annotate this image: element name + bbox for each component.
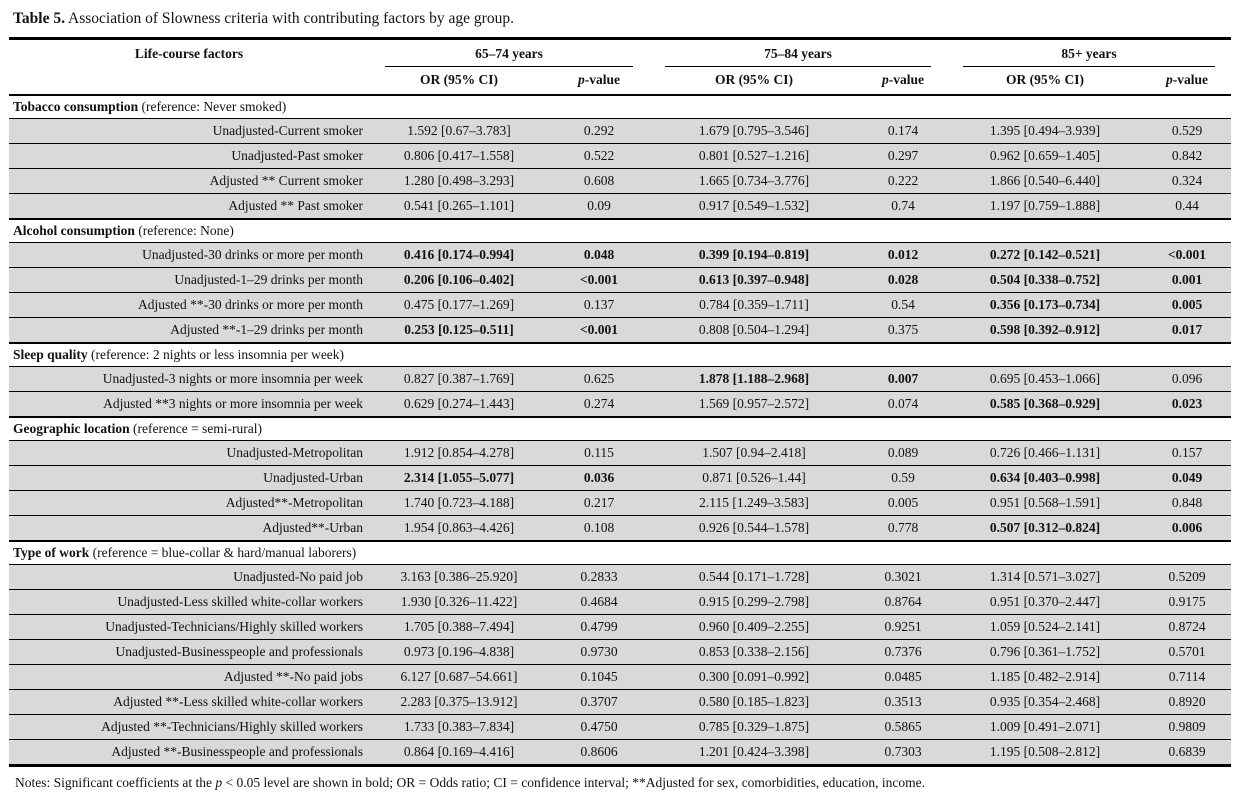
p-value-cell: 0.157 — [1143, 441, 1231, 466]
row-label: Unadjusted-No paid job — [9, 565, 369, 590]
or-cell: 0.784 [0.359–1.711] — [649, 293, 859, 318]
age-group-header-row — [9, 39, 1231, 68]
or-cell: 0.504 [0.338–0.752] — [947, 268, 1143, 293]
or-cell: 2.115 [1.249–3.583] — [649, 491, 859, 516]
p-value-cell: 0.6839 — [1143, 740, 1231, 766]
section-name: Alcohol consumption — [13, 223, 135, 238]
or-cell: 0.962 [0.659–1.405] — [947, 144, 1143, 169]
p-value-cell: 0.608 — [549, 169, 649, 194]
p-value-cell: 0.9809 — [1143, 715, 1231, 740]
p-value-cell: 0.9730 — [549, 640, 649, 665]
results-table — [9, 37, 1231, 767]
p-value-cell: 0.529 — [1143, 119, 1231, 144]
or-cell: 0.416 [0.174–0.994] — [369, 243, 549, 268]
row-label: Adjusted ** Past smoker — [9, 194, 369, 220]
table-row — [9, 715, 1231, 740]
p-value-cell: 0.274 — [549, 392, 649, 418]
p-value-cell: 0.096 — [1143, 367, 1231, 392]
p-value-cell: 0.089 — [859, 441, 947, 466]
or-cell: 0.300 [0.091–0.992] — [649, 665, 859, 690]
row-label: Unadjusted-Past smoker — [9, 144, 369, 169]
p-value-cell: 0.3513 — [859, 690, 947, 715]
p-value-cell: <0.001 — [549, 318, 649, 344]
or-cell: 1.665 [0.734–3.776] — [649, 169, 859, 194]
or-cell: 0.915 [0.299–2.798] — [649, 590, 859, 615]
p-value-cell: 0.74 — [859, 194, 947, 220]
or-cell: 2.314 [1.055–5.077] — [369, 466, 549, 491]
row-label: Unadjusted-3 nights or more insomnia per week — [9, 367, 369, 392]
p-value-cell: <0.001 — [1143, 243, 1231, 268]
p-value-cell: 0.5865 — [859, 715, 947, 740]
or-cell: 1.507 [0.94–2.418] — [649, 441, 859, 466]
table-row — [9, 740, 1231, 766]
or-cell: 0.951 [0.370–2.447] — [947, 590, 1143, 615]
table-row — [9, 590, 1231, 615]
row-label: Adjusted **3 nights or more insomnia per week — [9, 392, 369, 418]
section-reference: (reference: None) — [134, 223, 234, 238]
table-notes: Notes: Significant coefficients at the p < 0.05 level are shown in bold; OR = Odds ratio; CI = confidence interval; **Adjusted for sex, comorbidities, education, income. — [15, 775, 926, 790]
p-value-cell: 0.007 — [859, 367, 947, 392]
row-label: Unadjusted-30 drinks or more per month — [9, 243, 369, 268]
row-label: Adjusted **-No paid jobs — [9, 665, 369, 690]
or-cell: 0.926 [0.544–1.578] — [649, 516, 859, 542]
table-row — [9, 466, 1231, 491]
or-cell: 0.871 [0.526–1.44] — [649, 466, 859, 491]
or-cell: 0.935 [0.354–2.468] — [947, 690, 1143, 715]
section-header-row — [9, 541, 1231, 565]
or-cell: 0.917 [0.549–1.532] — [649, 194, 859, 220]
p-value-cell: 0.842 — [1143, 144, 1231, 169]
p-value-cell: 0.44 — [1143, 194, 1231, 220]
row-label: Unadjusted-Businesspeople and professionals — [9, 640, 369, 665]
table-head — [9, 39, 1231, 96]
section-reference: (reference = semi-rural) — [129, 421, 263, 436]
table-caption: Association of Slowness criteria with contributing factors by age group. — [68, 10, 514, 27]
or-cell: 1.314 [0.571–3.027] — [947, 565, 1143, 590]
table-row — [9, 293, 1231, 318]
table-number: Table 5. — [13, 10, 65, 27]
section-title — [9, 343, 1231, 367]
p-value-cell: 0.09 — [549, 194, 649, 220]
column-header-age-85plus: 85+ years — [947, 39, 1231, 68]
column-header-pvalue-1: p-value — [578, 72, 620, 87]
section-title — [9, 541, 1231, 565]
section-reference: (reference: Never smoked) — [138, 99, 287, 114]
row-label: Adjusted **-Technicians/Highly skilled workers — [9, 715, 369, 740]
or-cell: 0.585 [0.368–0.929] — [947, 392, 1143, 418]
p-value-cell: 0.028 — [859, 268, 947, 293]
p-value-cell: 0.7376 — [859, 640, 947, 665]
p-value-cell: 0.7114 — [1143, 665, 1231, 690]
table-row — [9, 615, 1231, 640]
p-value-cell: 0.848 — [1143, 491, 1231, 516]
p-value-cell: 0.297 — [859, 144, 947, 169]
p-symbol: p — [215, 775, 223, 790]
p-value-cell: 0.292 — [549, 119, 649, 144]
or-cell: 3.163 [0.386–25.920] — [369, 565, 549, 590]
p-value-cell: 0.7303 — [859, 740, 947, 766]
p-value-cell: 0.778 — [859, 516, 947, 542]
p-value-cell: 0.005 — [859, 491, 947, 516]
p-value-cell: 0.023 — [1143, 392, 1231, 418]
or-cell: 0.598 [0.392–0.912] — [947, 318, 1143, 344]
p-value-cell: 0.59 — [859, 466, 947, 491]
or-cell: 0.206 [0.106–0.402] — [369, 268, 549, 293]
or-cell: 0.853 [0.338–2.156] — [649, 640, 859, 665]
table-row — [9, 318, 1231, 344]
section-name: Tobacco consumption — [13, 99, 139, 114]
or-cell: 1.740 [0.723–4.188] — [369, 491, 549, 516]
p-value-cell: 0.217 — [549, 491, 649, 516]
p-value-cell: 0.1045 — [549, 665, 649, 690]
p-value-cell: 0.074 — [859, 392, 947, 418]
p-value-cell: 0.3021 — [859, 565, 947, 590]
table-row — [9, 441, 1231, 466]
p-value-cell: 0.8920 — [1143, 690, 1231, 715]
or-cell: 1.592 [0.67–3.783] — [369, 119, 549, 144]
table-row — [9, 565, 1231, 590]
p-value-cell: 0.005 — [1143, 293, 1231, 318]
section-name: Type of work — [13, 545, 90, 560]
column-header-pvalue-3: p-value — [1166, 72, 1208, 87]
section-title — [9, 95, 1231, 119]
section-header-row — [9, 343, 1231, 367]
or-cell: 1.059 [0.524–2.141] — [947, 615, 1143, 640]
section-header-row — [9, 417, 1231, 441]
table-row — [9, 640, 1231, 665]
column-header-or-1: OR (95% CI) — [420, 72, 498, 87]
table-row — [9, 392, 1231, 418]
p-value-cell: 0.001 — [1143, 268, 1231, 293]
or-cell: 0.785 [0.329–1.875] — [649, 715, 859, 740]
or-cell: 1.009 [0.491–2.071] — [947, 715, 1143, 740]
column-header-or-3: OR (95% CI) — [1006, 72, 1084, 87]
row-label: Adjusted **-30 drinks or more per month — [9, 293, 369, 318]
or-cell: 0.864 [0.169–4.416] — [369, 740, 549, 766]
column-header-age-65-74: 65–74 years — [369, 39, 649, 68]
or-cell: 0.253 [0.125–0.511] — [369, 318, 549, 344]
or-cell: 0.544 [0.171–1.728] — [649, 565, 859, 590]
table-row — [9, 194, 1231, 220]
section-reference: (reference = blue-collar & hard/manual laborers) — [89, 545, 357, 560]
section-name: Sleep quality — [13, 347, 88, 362]
or-cell: 0.613 [0.397–0.948] — [649, 268, 859, 293]
or-cell: 0.541 [0.265–1.101] — [369, 194, 549, 220]
column-header-factors: Life-course factors — [134, 46, 244, 61]
row-label: Unadjusted-Metropolitan — [9, 441, 369, 466]
or-cell: 1.195 [0.508–2.812] — [947, 740, 1143, 766]
p-value-cell: 0.8724 — [1143, 615, 1231, 640]
column-header-pvalue-2: p-value — [882, 72, 924, 87]
p-value-cell: 0.048 — [549, 243, 649, 268]
row-label: Adjusted**-Urban — [9, 516, 369, 542]
or-cell: 0.507 [0.312–0.824] — [947, 516, 1143, 542]
or-cell: 0.695 [0.453–1.066] — [947, 367, 1143, 392]
or-cell: 0.272 [0.142–0.521] — [947, 243, 1143, 268]
p-value-cell: 0.9251 — [859, 615, 947, 640]
row-label: Unadjusted-1–29 drinks per month — [9, 268, 369, 293]
or-cell: 1.395 [0.494–3.939] — [947, 119, 1143, 144]
table-row — [9, 690, 1231, 715]
or-cell: 1.569 [0.957–2.572] — [649, 392, 859, 418]
p-value-cell: 0.0485 — [859, 665, 947, 690]
p-value-cell: 0.522 — [549, 144, 649, 169]
or-cell: 1.930 [0.326–11.422] — [369, 590, 549, 615]
or-cell: 2.283 [0.375–13.912] — [369, 690, 549, 715]
row-label: Adjusted ** Current smoker — [9, 169, 369, 194]
or-cell: 6.127 [0.687–54.661] — [369, 665, 549, 690]
table-row — [9, 516, 1231, 542]
p-value-cell: 0.137 — [549, 293, 649, 318]
p-value-cell: 0.5701 — [1143, 640, 1231, 665]
p-value-cell: 0.375 — [859, 318, 947, 344]
or-cell: 1.912 [0.854–4.278] — [369, 441, 549, 466]
or-cell: 1.866 [0.540–6.440] — [947, 169, 1143, 194]
p-value-cell: 0.4684 — [549, 590, 649, 615]
or-cell: 0.951 [0.568–1.591] — [947, 491, 1143, 516]
table-row — [9, 144, 1231, 169]
row-label: Adjusted **-1–29 drinks per month — [9, 318, 369, 344]
or-cell: 1.679 [0.795–3.546] — [649, 119, 859, 144]
row-label: Adjusted **-Businesspeople and professionals — [9, 740, 369, 766]
or-cell: 0.475 [0.177–1.269] — [369, 293, 549, 318]
p-value-cell: 0.3707 — [549, 690, 649, 715]
p-value-cell: 0.017 — [1143, 318, 1231, 344]
p-value-cell: 0.9175 — [1143, 590, 1231, 615]
or-cell: 0.726 [0.466–1.131] — [947, 441, 1143, 466]
row-label: Unadjusted-Technicians/Highly skilled workers — [9, 615, 369, 640]
or-cell: 1.954 [0.863–4.426] — [369, 516, 549, 542]
or-cell: 1.733 [0.383–7.834] — [369, 715, 549, 740]
table-row — [9, 665, 1231, 690]
or-cell: 1.878 [1.188–2.968] — [649, 367, 859, 392]
or-cell: 0.796 [0.361–1.752] — [947, 640, 1143, 665]
or-cell: 0.808 [0.504–1.294] — [649, 318, 859, 344]
p-value-cell: 0.012 — [859, 243, 947, 268]
p-value-cell: 0.174 — [859, 119, 947, 144]
or-cell: 0.973 [0.196–4.838] — [369, 640, 549, 665]
section-reference: (reference: 2 nights or less insomnia per week) — [87, 347, 345, 362]
p-value-cell: 0.5209 — [1143, 565, 1231, 590]
p-value-cell: 0.036 — [549, 466, 649, 491]
or-cell: 1.185 [0.482–2.914] — [947, 665, 1143, 690]
section-header-row — [9, 95, 1231, 119]
row-label: Unadjusted-Less skilled white-collar workers — [9, 590, 369, 615]
or-cell: 0.806 [0.417–1.558] — [369, 144, 549, 169]
p-value-cell: 0.222 — [859, 169, 947, 194]
p-value-cell: 0.8606 — [549, 740, 649, 766]
column-header-age-75-84: 75–84 years — [649, 39, 947, 68]
section-header-row — [9, 219, 1231, 243]
p-value-cell: 0.2833 — [549, 565, 649, 590]
p-value-cell: 0.54 — [859, 293, 947, 318]
table-row — [9, 268, 1231, 293]
section-name: Geographic location — [13, 421, 130, 436]
table-row — [9, 169, 1231, 194]
or-cell: 1.201 [0.424–3.398] — [649, 740, 859, 766]
or-cell: 0.356 [0.173–0.734] — [947, 293, 1143, 318]
p-value-cell: 0.049 — [1143, 466, 1231, 491]
or-cell: 1.705 [0.388–7.494] — [369, 615, 549, 640]
p-value-cell: 0.006 — [1143, 516, 1231, 542]
or-cell: 0.960 [0.409–2.255] — [649, 615, 859, 640]
or-cell: 0.629 [0.274–1.443] — [369, 392, 549, 418]
or-cell: 0.580 [0.185–1.823] — [649, 690, 859, 715]
or-cell: 1.197 [0.759–1.888] — [947, 194, 1143, 220]
table-row — [9, 243, 1231, 268]
p-value-cell: <0.001 — [549, 268, 649, 293]
p-value-cell: 0.324 — [1143, 169, 1231, 194]
table-row — [9, 119, 1231, 144]
row-label: Unadjusted-Urban — [9, 466, 369, 491]
section-title — [9, 417, 1231, 441]
p-value-cell: 0.108 — [549, 516, 649, 542]
p-value-cell: 0.4750 — [549, 715, 649, 740]
column-header-or-2: OR (95% CI) — [715, 72, 793, 87]
table-title — [9, 8, 1231, 37]
row-label: Adjusted**-Metropolitan — [9, 491, 369, 516]
table-row — [9, 491, 1231, 516]
p-value-cell: 0.8764 — [859, 590, 947, 615]
or-cell: 0.399 [0.194–0.819] — [649, 243, 859, 268]
p-value-cell: 0.115 — [549, 441, 649, 466]
table-row — [9, 367, 1231, 392]
section-title — [9, 219, 1231, 243]
or-cell: 0.634 [0.403–0.998] — [947, 466, 1143, 491]
p-value-cell: 0.625 — [549, 367, 649, 392]
table-body — [9, 95, 1231, 766]
or-cell: 1.280 [0.498–3.293] — [369, 169, 549, 194]
row-label: Unadjusted-Current smoker — [9, 119, 369, 144]
p-value-cell: 0.4799 — [549, 615, 649, 640]
or-cell: 0.801 [0.527–1.216] — [649, 144, 859, 169]
or-cell: 0.827 [0.387–1.769] — [369, 367, 549, 392]
row-label: Adjusted **-Less skilled white-collar workers — [9, 690, 369, 715]
